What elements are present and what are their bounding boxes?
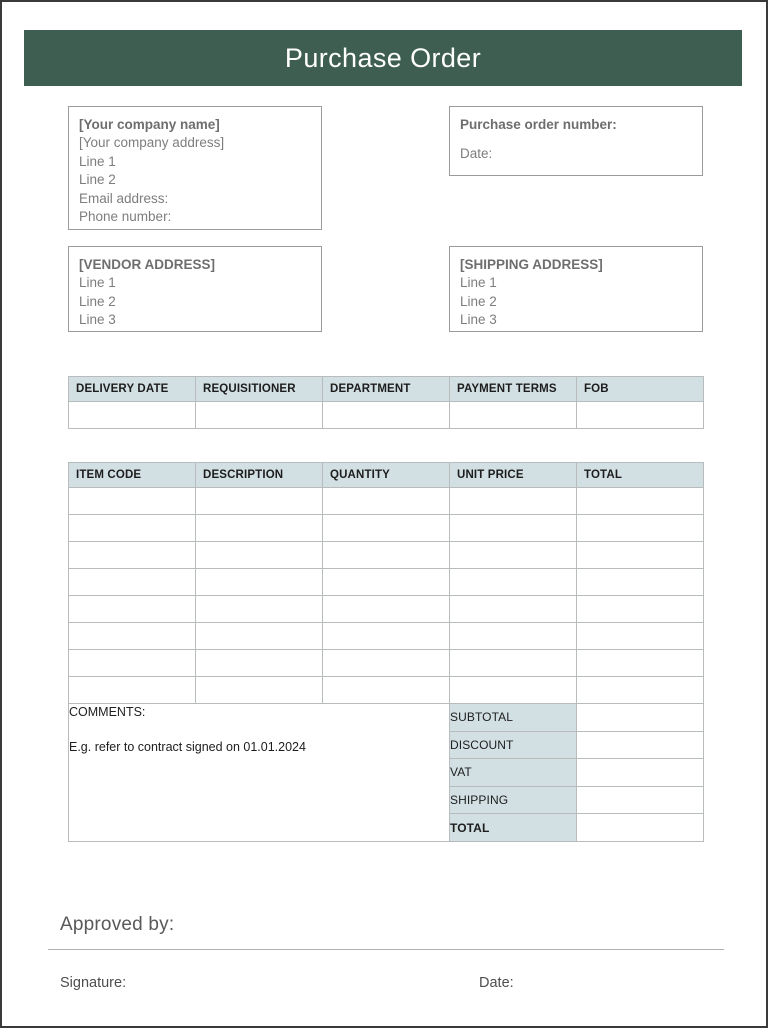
company-address: [Your company address] — [79, 135, 225, 151]
approved-by-label: Approved by: — [60, 914, 175, 935]
item-cell[interactable] — [577, 623, 704, 650]
approval-date-label[interactable]: Date: — [479, 975, 514, 991]
delivery-cell-payment-terms[interactable] — [450, 402, 577, 429]
item-cell[interactable] — [196, 677, 323, 704]
item-cell[interactable] — [577, 542, 704, 569]
item-cell[interactable] — [69, 515, 196, 542]
item-cell[interactable] — [323, 677, 450, 704]
comments-example: E.g. refer to contract signed on 01.01.2024 — [69, 740, 306, 754]
items-header-description: DESCRIPTION — [196, 463, 323, 488]
table-row — [69, 515, 704, 542]
item-cell[interactable] — [69, 623, 196, 650]
shipping-address-line-3: Line 3 — [460, 312, 497, 328]
item-cell[interactable] — [196, 650, 323, 677]
shipping-address-line-1: Line 1 — [460, 275, 497, 291]
item-cell[interactable] — [69, 542, 196, 569]
company-name: [Your company name] — [79, 117, 220, 132]
vendor-address-line-1: Line 1 — [79, 275, 116, 291]
company-email-label: Email address: — [79, 190, 169, 206]
comments-cell[interactable] — [69, 704, 450, 842]
items-header-unit-price: UNIT PRICE — [450, 463, 577, 488]
approval-divider — [48, 949, 724, 950]
signature-label[interactable]: Signature: — [60, 975, 127, 991]
items-header-quantity: QUANTITY — [323, 463, 450, 488]
totals-value-vat[interactable] — [577, 759, 704, 787]
summary-row-1 — [69, 704, 704, 732]
table-row — [69, 488, 704, 515]
totals-label-discount: DISCOUNT — [450, 731, 577, 759]
item-cell[interactable] — [196, 488, 323, 515]
item-cell[interactable] — [69, 677, 196, 704]
item-cell[interactable] — [196, 623, 323, 650]
item-cell[interactable] — [577, 596, 704, 623]
item-cell[interactable] — [323, 569, 450, 596]
item-cell[interactable] — [69, 488, 196, 515]
totals-value-total[interactable] — [577, 814, 704, 842]
items-header-item-code: ITEM CODE — [69, 463, 196, 488]
summary-body — [69, 704, 704, 842]
table-row — [69, 596, 704, 623]
company-address-line-1: Line 1 — [79, 153, 116, 169]
purchase-order-number-label: Purchase order number: — [460, 117, 617, 132]
po-box-spacer — [460, 134, 692, 145]
shipping-address-heading: [SHIPPING ADDRESS] — [460, 257, 603, 272]
item-cell[interactable] — [450, 623, 577, 650]
totals-label-total: TOTAL — [450, 814, 577, 842]
shipping-address-box[interactable] — [449, 246, 703, 332]
vendor-address-heading: [VENDOR ADDRESS] — [79, 257, 216, 272]
item-cell[interactable] — [577, 488, 704, 515]
delivery-cell-delivery-date[interactable] — [69, 402, 196, 429]
shipping-address-line-2: Line 2 — [460, 293, 497, 309]
item-cell[interactable] — [69, 650, 196, 677]
item-cell[interactable] — [69, 596, 196, 623]
item-cell[interactable] — [196, 569, 323, 596]
items-header-row — [69, 463, 704, 488]
delivery-header-fob: FOB — [577, 377, 704, 402]
totals-label-vat: VAT — [450, 759, 577, 787]
table-row — [69, 402, 704, 429]
delivery-header-department: DEPARTMENT — [323, 377, 450, 402]
item-cell[interactable] — [323, 650, 450, 677]
delivery-header-row — [69, 377, 704, 402]
document-title-banner — [24, 30, 742, 86]
table-row — [69, 542, 704, 569]
line-items-table — [68, 462, 704, 842]
item-cell[interactable] — [323, 488, 450, 515]
vendor-address-box[interactable] — [68, 246, 322, 332]
item-cell[interactable] — [450, 515, 577, 542]
line-items-body — [69, 488, 704, 704]
company-phone-label: Phone number: — [79, 209, 172, 225]
item-cell[interactable] — [450, 569, 577, 596]
item-cell[interactable] — [196, 596, 323, 623]
table-row — [69, 650, 704, 677]
purchase-order-number-box[interactable] — [449, 106, 703, 176]
totals-label-shipping: SHIPPING — [450, 786, 577, 814]
table-row — [69, 623, 704, 650]
item-cell[interactable] — [323, 515, 450, 542]
delivery-cell-department[interactable] — [323, 402, 450, 429]
vendor-address-line-2: Line 2 — [79, 293, 116, 309]
totals-value-subtotal[interactable] — [577, 704, 704, 732]
totals-value-shipping[interactable] — [577, 786, 704, 814]
item-cell[interactable] — [577, 677, 704, 704]
delivery-header-requisitioner: REQUISITIONER — [196, 377, 323, 402]
company-address-line-2: Line 2 — [79, 172, 116, 188]
purchase-order-date-label: Date: — [460, 146, 493, 162]
totals-label-subtotal: SUBTOTAL — [450, 704, 577, 732]
delivery-header-payment-terms: PAYMENT TERMS — [450, 377, 577, 402]
page-title: Purchase Order — [284, 42, 482, 73]
item-cell[interactable] — [323, 542, 450, 569]
item-cell[interactable] — [450, 488, 577, 515]
comments-label: COMMENTS: — [69, 705, 146, 719]
item-cell[interactable] — [323, 596, 450, 623]
item-cell[interactable] — [450, 677, 577, 704]
company-info-box[interactable] — [68, 106, 322, 230]
item-cell[interactable] — [450, 650, 577, 677]
delivery-cell-requisitioner[interactable] — [196, 402, 323, 429]
item-cell[interactable] — [323, 623, 450, 650]
item-cell[interactable] — [577, 650, 704, 677]
item-cell[interactable] — [577, 569, 704, 596]
item-cell[interactable] — [577, 515, 704, 542]
table-row — [69, 677, 704, 704]
totals-value-discount[interactable] — [577, 731, 704, 759]
delivery-cell-fob[interactable] — [577, 402, 704, 429]
item-cell[interactable] — [69, 569, 196, 596]
items-header-total: TOTAL — [577, 463, 704, 488]
vendor-address-line-3: Line 3 — [79, 312, 116, 328]
delivery-header-delivery-date: DELIVERY DATE — [69, 377, 196, 402]
item-cell[interactable] — [196, 515, 323, 542]
item-cell[interactable] — [450, 596, 577, 623]
table-row — [69, 569, 704, 596]
delivery-details-table — [68, 376, 704, 429]
item-cell[interactable] — [196, 542, 323, 569]
item-cell[interactable] — [450, 542, 577, 569]
